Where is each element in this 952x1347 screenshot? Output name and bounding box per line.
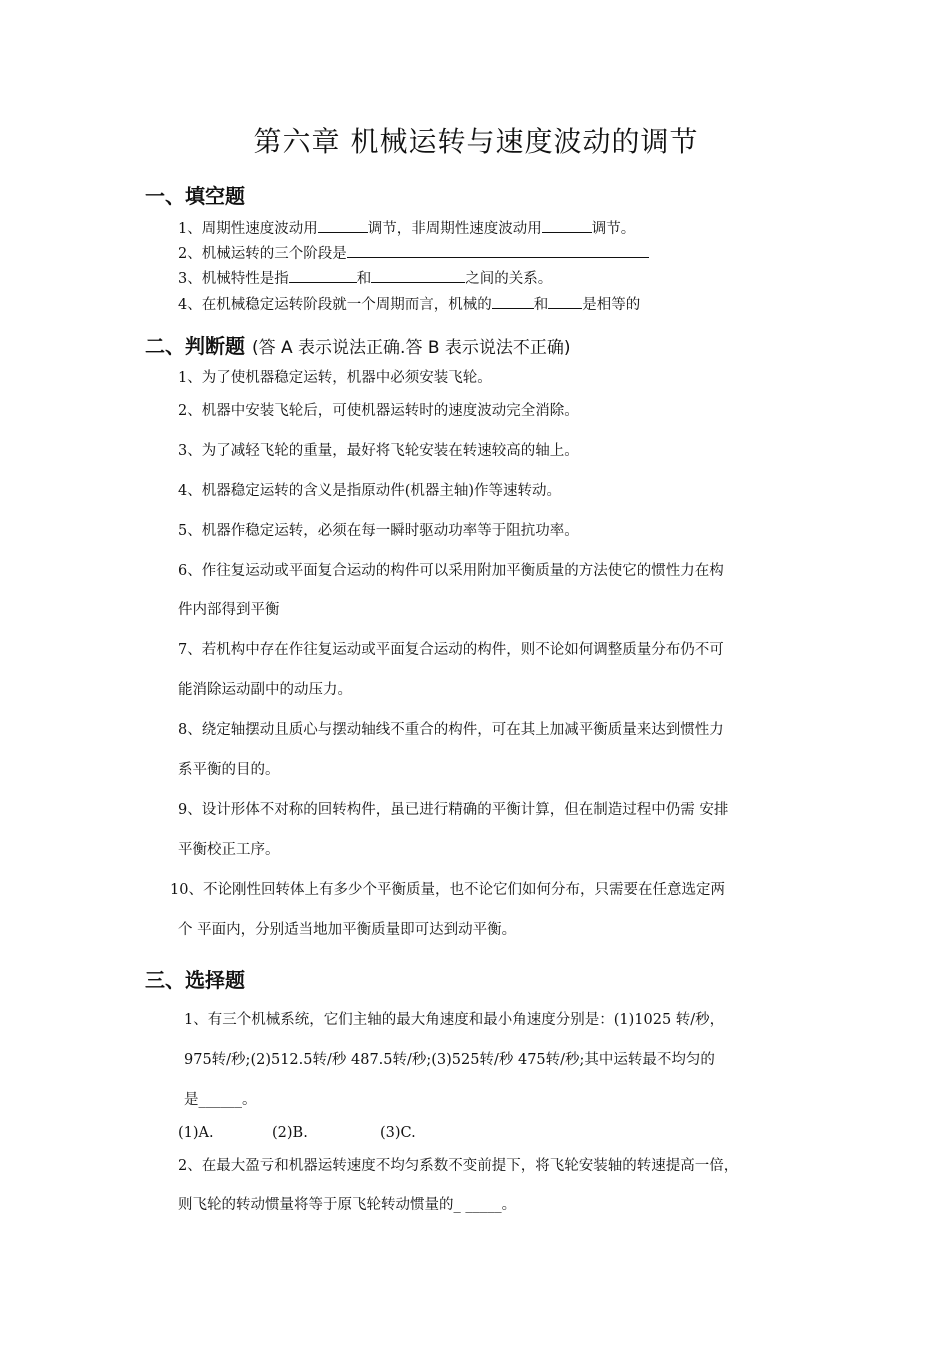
section-true-false-heading: [145, 330, 571, 359]
answer-blank[interactable]: [347, 243, 649, 258]
question-text: 之间的关系。: [465, 271, 553, 287]
fill-question-3: [178, 268, 552, 289]
question-text: 和: [356, 271, 372, 287]
question-text: 调节。: [591, 221, 636, 237]
answer-blank[interactable]: [492, 294, 534, 309]
section-fill-blank-heading: 一、填空题: [145, 184, 245, 208]
section-heading-text: 二、判断题: [145, 334, 245, 358]
choice-option-1[interactable]: (1)A.: [178, 1125, 214, 1141]
answer-blank[interactable]: [371, 268, 465, 283]
answer-blank[interactable]: [289, 268, 357, 283]
judge-line: 1、为了使机器稳定运转，机器中必须安装飞轮。: [178, 370, 492, 386]
judge-line: 能消除运动副中的动压力。: [178, 682, 352, 698]
answer-blank[interactable]: [542, 218, 592, 233]
question-text: 和: [533, 297, 549, 313]
judge-line: 个 平面内，分别适当地加平衡质量即可达到动平衡。: [178, 922, 517, 938]
judge-line: 平衡校正工序。: [178, 842, 280, 858]
choice-line: 1、有三个机械系统，它们主轴的最大角速度和最小角速度分别是：(1)1025 转/秒，: [184, 1012, 725, 1028]
question-text: 1、周期性速度波动用: [178, 221, 318, 237]
page-title: 第六章 机械运转与速度波动的调节: [253, 125, 699, 158]
section-note: (答 A 表示说法正确.答 B 表示说法不正确): [251, 338, 571, 358]
choice-line: 975转/秒;(2)512.5转/秒 487.5转/秒;(3)525转/秒 475转/秒;其中运转最不均匀的: [184, 1052, 715, 1068]
question-text: 2、机械运转的三个阶段是: [178, 246, 347, 262]
judge-line: 系平衡的目的。: [178, 762, 280, 778]
choice-option-3[interactable]: (3)C.: [380, 1125, 416, 1141]
fill-question-4: [178, 294, 640, 315]
judge-line: 件内部得到平衡: [178, 602, 280, 618]
judge-line: 5、机器作稳定运转，必须在每一瞬时驱动功率等于阻抗功率。: [178, 523, 579, 539]
choice-line: 则飞轮的转动惯量将等于原飞轮转动惯量的_ _____。: [178, 1197, 517, 1213]
choice-line: 是______。: [184, 1092, 257, 1108]
judge-line: 2、机器中安装飞轮后，可使机器运转时的速度波动完全消除。: [178, 403, 579, 419]
question-text: 4、在机械稳定运转阶段就一个周期而言，机械的: [178, 297, 492, 313]
judge-line: 4、机器稳定运转的含义是指原动件(机器主轴)作等速转动。: [178, 483, 562, 499]
question-text: 是相等的: [582, 297, 641, 313]
judge-line: 3、为了减轻飞轮的重量，最好将飞轮安装在转速较高的轴上。: [178, 443, 579, 459]
judge-line: 9、设计形体不对称的回转构件，虽已进行精确的平衡计算，但在制造过程中仍需 安排: [178, 802, 729, 818]
question-text: 3、机械特性是指: [178, 271, 289, 287]
judge-line: 8、绕定轴摆动且质心与摆动轴线不重合的构件，可在其上加减平衡质量来达到惯性力: [178, 722, 724, 738]
choice-option-2[interactable]: (2)B.: [272, 1125, 308, 1141]
judge-line: 7、若机构中存在作往复运动或平面复合运动的构件，则不论如何调整质量分布仍不可: [178, 642, 724, 658]
choice-line: 2、在最大盈亏和机器运转速度不均匀系数不变前提下，将飞轮安装轴的转速提高一倍，: [178, 1158, 739, 1174]
judge-line: 6、作往复运动或平面复合运动的构件可以采用附加平衡质量的方法使它的惯性力在构: [178, 563, 724, 579]
fill-question-2: [178, 243, 649, 264]
question-text: 调节，非周期性速度波动用: [367, 221, 542, 237]
answer-blank[interactable]: [318, 218, 368, 233]
judge-line: 10、不论刚性回转体上有多少个平衡质量，也不论它们如何分布，只需要在任意选定两: [170, 882, 725, 898]
fill-question-1: [178, 218, 635, 239]
section-choice-heading: 三、选择题: [145, 968, 245, 992]
answer-blank[interactable]: [548, 294, 582, 309]
